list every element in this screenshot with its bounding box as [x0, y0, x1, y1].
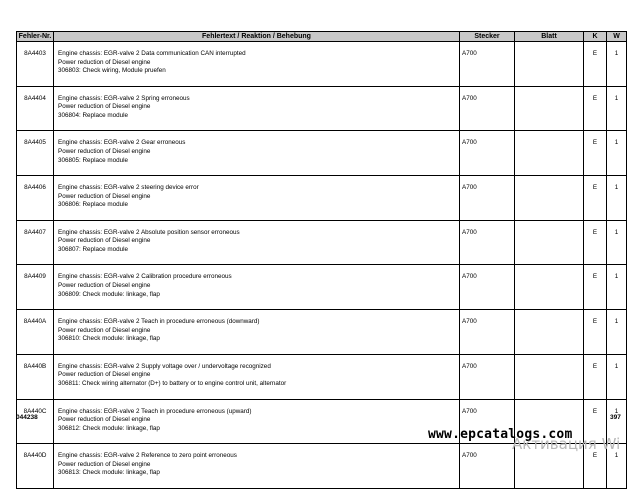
k-value: E: [584, 444, 607, 489]
sheet: [515, 86, 584, 131]
connector: A700: [460, 86, 515, 131]
table-row: [17, 310, 627, 355]
table-header-row: [17, 32, 627, 42]
fault-code-table: [16, 31, 627, 489]
connector: A700: [460, 265, 515, 310]
header-blatt: Blatt: [515, 32, 584, 42]
header-stecker: Stecker: [460, 32, 515, 42]
w-value: 1: [607, 399, 627, 444]
fault-reaction: Power reduction of Diesel engine: [58, 282, 151, 290]
fault-code: 8A4409: [17, 265, 54, 310]
connector: A700: [460, 399, 515, 444]
k-value: E: [584, 354, 607, 399]
fault-description: [54, 42, 460, 87]
sheet: [515, 176, 584, 221]
fault-code: 8A4407: [17, 220, 54, 265]
fault-text: Engine chassis: EGR-valve 2 Calibration procedure erroneous: [58, 273, 232, 281]
fault-code: 8A4406: [17, 176, 54, 221]
fault-description: [54, 444, 460, 489]
sheet: [515, 265, 584, 310]
fault-description: [54, 131, 460, 176]
w-value: 1: [607, 220, 627, 265]
fault-remedy: 306811: Check wiring alternator (D+) to battery or to engine control unit, alternator: [58, 380, 287, 387]
sheet: [515, 310, 584, 355]
fault-description: [54, 354, 460, 399]
table-row: [17, 265, 627, 310]
fault-text: Engine chassis: EGR-valve 2 Absolute position sensor erroneous: [58, 228, 240, 236]
k-value: E: [584, 42, 607, 87]
w-value: 1: [607, 444, 627, 489]
fault-description: [54, 86, 460, 131]
sheet: [515, 131, 584, 176]
w-value: 1: [607, 131, 627, 176]
fault-remedy: 306803: Check wiring, Module pruefen: [58, 67, 166, 75]
table-row: [17, 354, 627, 399]
fault-text: Engine chassis: EGR-valve 2 Supply voltage over / undervoltage recognized: [58, 362, 271, 370]
fault-remedy: 306813: Check module: linkage, flap: [58, 469, 160, 477]
fault-remedy: 306810: Check module: linkage, flap: [58, 335, 160, 343]
sheet: [515, 42, 584, 87]
w-value: 1: [607, 265, 627, 310]
fault-code: 8A440C: [17, 399, 54, 444]
fault-reaction: Power reduction of Diesel engine: [58, 460, 151, 468]
table-row: [17, 86, 627, 131]
connector: A700: [460, 220, 515, 265]
fault-remedy: 306812: Check module: linkage, flap: [58, 424, 160, 432]
fault-code: 8A440B: [17, 354, 54, 399]
fault-code: 8A440A: [17, 310, 54, 355]
fault-reaction: Power reduction of Diesel engine: [58, 192, 151, 200]
fault-description: [54, 220, 460, 265]
fault-text: Engine chassis: EGR-valve 2 Teach in procedure erroneous (upward): [58, 407, 252, 415]
fault-code: 8A4403: [17, 42, 54, 87]
fault-remedy: 306804: Replace module: [58, 111, 129, 119]
fault-remedy: 306806: Replace module: [58, 201, 129, 209]
w-value: 1: [607, 354, 627, 399]
fault-reaction: Power reduction of Diesel engine: [58, 371, 151, 379]
connector: A700: [460, 176, 515, 221]
fault-text: Engine chassis: EGR-valve 2 Teach in procedure erroneous (downward): [58, 318, 260, 326]
fault-reaction: Power reduction of Diesel engine: [58, 237, 151, 245]
fault-remedy: 306809: Check module: linkage, flap: [58, 290, 160, 298]
table-row: [17, 42, 627, 87]
fault-text: Engine chassis: EGR-valve 2 steering device error: [58, 184, 199, 192]
fault-text: Engine chassis: EGR-valve 2 Gear erroneous: [58, 139, 186, 147]
fault-text: Engine chassis: EGR-valve 2 Spring erroneous: [58, 94, 190, 102]
w-value: 1: [607, 310, 627, 355]
fault-reaction: Power reduction of Diesel engine: [58, 416, 151, 424]
fault-text: Engine chassis: EGR-valve 2 Data communication CAN interrupted: [58, 50, 246, 57]
table-row: [17, 220, 627, 265]
fault-text: Engine chassis: EGR-valve 2 Reference to zero point erroneous: [58, 452, 237, 460]
fault-code: 8A4404: [17, 86, 54, 131]
k-value: E: [584, 310, 607, 355]
w-value: 1: [607, 176, 627, 221]
fault-description: [54, 176, 460, 221]
page-number: 397: [610, 414, 621, 421]
connector: A700: [460, 354, 515, 399]
document-number: 044238: [16, 414, 38, 421]
fault-code: 8A4405: [17, 131, 54, 176]
fault-reaction: Power reduction of Diesel engine: [58, 103, 151, 111]
fault-description: [54, 265, 460, 310]
windows-activation-overlay: Активация Wi: [512, 435, 621, 453]
fault-description: [54, 310, 460, 355]
header-code: Fehler-Nr.: [17, 32, 54, 42]
fault-remedy: 306805: Replace module: [58, 156, 129, 164]
fault-description: [54, 399, 460, 444]
k-value: E: [584, 86, 607, 131]
watermark-url: www.epcatalogs.com: [428, 427, 573, 442]
connector: A700: [460, 310, 515, 355]
sheet: [515, 220, 584, 265]
table-row: [17, 131, 627, 176]
k-value: E: [584, 131, 607, 176]
table-row: [17, 176, 627, 221]
fault-reaction: Power reduction of Diesel engine: [58, 58, 151, 66]
sheet: [515, 354, 584, 399]
w-value: 1: [607, 42, 627, 87]
fault-reaction: Power reduction of Diesel engine: [58, 147, 151, 155]
k-value: E: [584, 176, 607, 221]
connector: A700: [460, 42, 515, 87]
k-value: E: [584, 265, 607, 310]
fault-code: 8A440D: [17, 444, 54, 489]
k-value: E: [584, 399, 607, 444]
k-value: E: [584, 220, 607, 265]
connector: A700: [460, 131, 515, 176]
header-k: K: [584, 32, 607, 42]
fault-remedy: 306807: Replace module: [58, 245, 129, 253]
w-value: 1: [607, 86, 627, 131]
connector: A700: [460, 444, 515, 489]
fault-reaction: Power reduction of Diesel engine: [58, 326, 151, 334]
header-text: Fehlertext / Reaktion / Behebung: [54, 32, 460, 42]
header-w: W: [607, 32, 627, 42]
